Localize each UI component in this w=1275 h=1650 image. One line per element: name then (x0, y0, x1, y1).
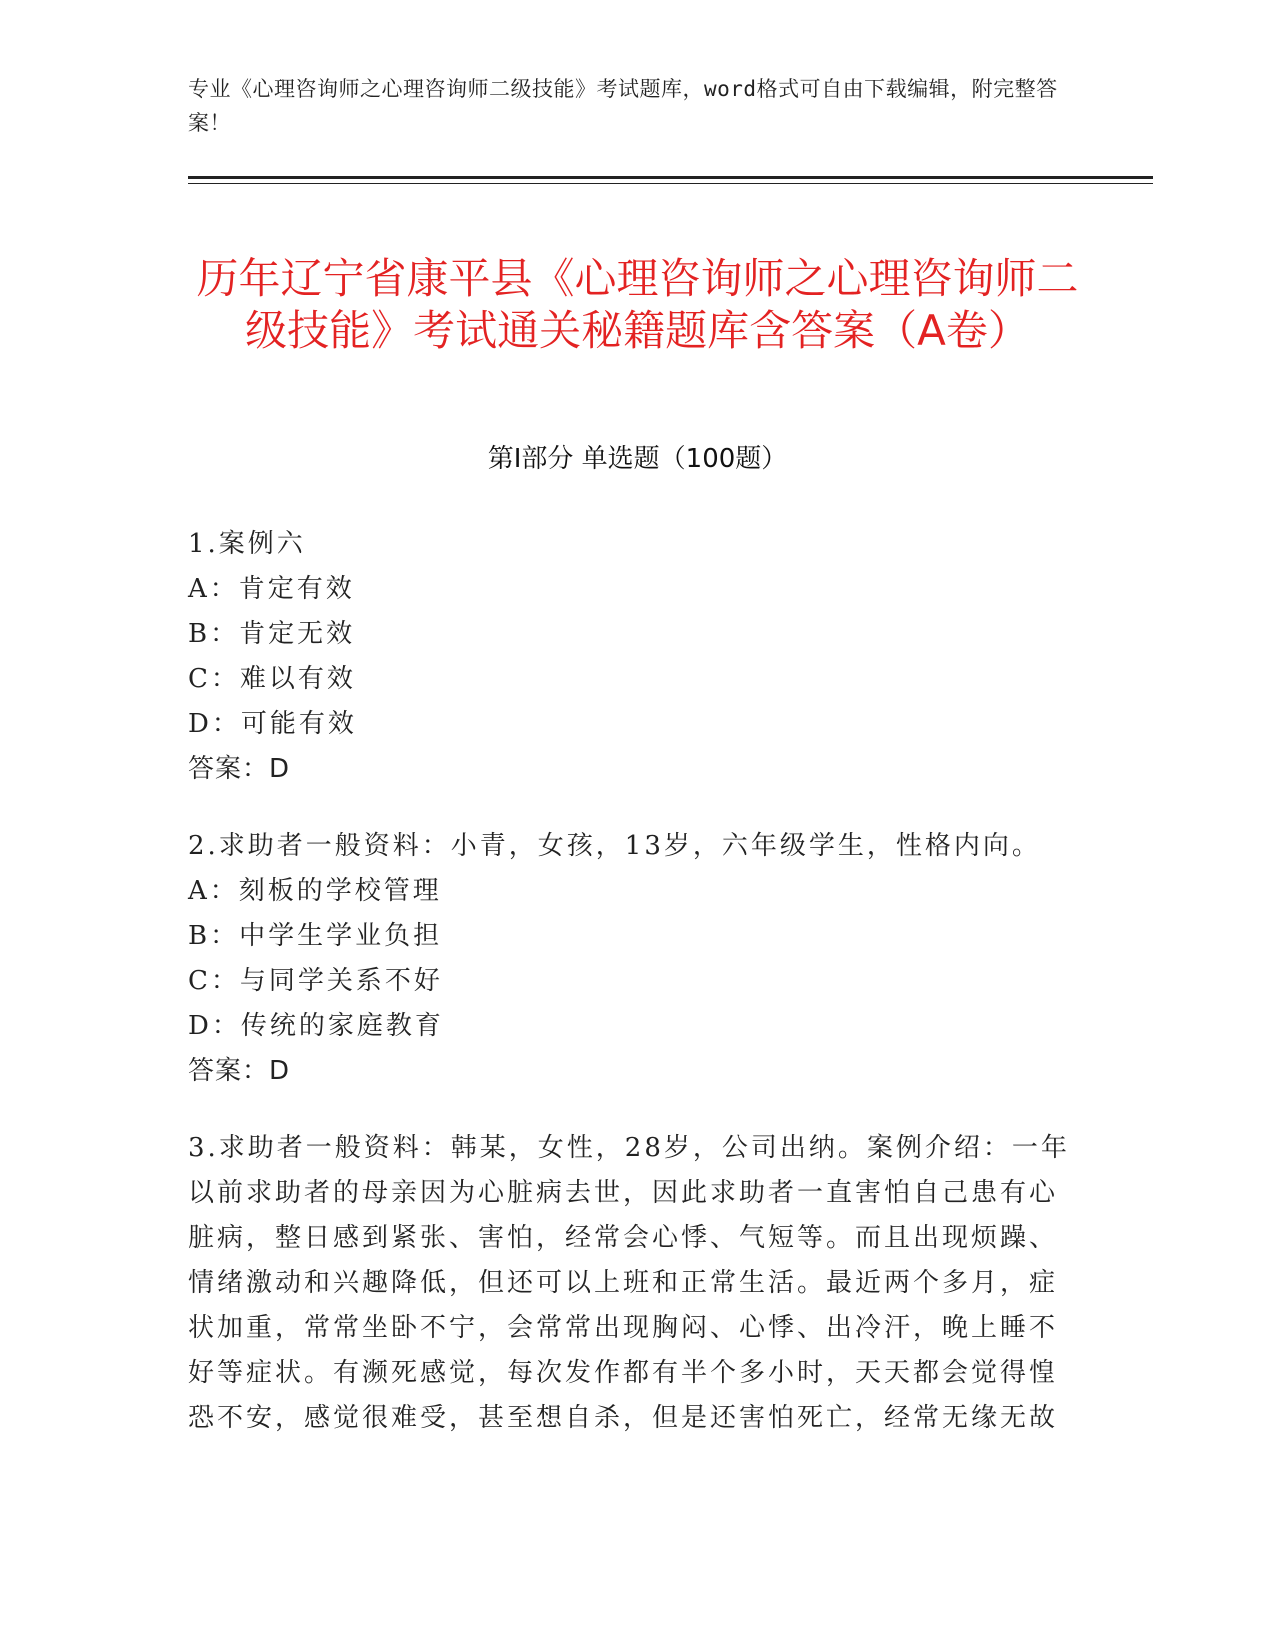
header-note: 专业《心理咨询师之心理咨询师二级技能》考试题库，word格式可自由下载编辑，附完整答案！ (188, 77, 1058, 135)
header-rule (188, 176, 1153, 179)
question-stem: 1.案例六 (188, 529, 306, 559)
option-d: D：可能有效 (188, 709, 357, 739)
document-title: 历年辽宁省康平县《心理咨询师之心理咨询师二级技能》考试通关秘籍题库含答案（A卷） (196, 254, 1079, 356)
option-b: B：肯定无效 (188, 619, 356, 649)
option-d: D：传统的家庭教育 (188, 1011, 444, 1041)
question-3 (188, 1126, 1078, 1441)
option-a: A：刻板的学校管理 (188, 876, 442, 906)
question-stem: 2.求助者一般资料：小青，女孩，13岁，六年级学生，性格内向。 (188, 831, 1041, 861)
option-c: C：难以有效 (188, 664, 356, 694)
question-1 (188, 522, 1078, 792)
option-c: C：与同学关系不好 (188, 966, 443, 996)
header-rule-thin (188, 183, 1153, 184)
section-heading: 第Ⅰ部分 单选题（100题） (487, 444, 788, 474)
option-a: A：肯定有效 (188, 574, 355, 604)
answer: 答案：D (188, 754, 291, 784)
question-list (188, 522, 1078, 1473)
question-stem: 3.求助者一般资料：韩某，女性，28岁，公司出纳。案例介绍：一年以前求助者的母亲因为心脏病去世，因此求助者一直害怕自己患有心脏病，整日感到紧张、害怕，经常会心悸、气短等。而且出现烦躁、情绪激动和兴趣降低，但还可以上班和正常生活。最近两个多月，症状加重，常常坐卧不宁，会常常出现胸闷、心悸、出冷汗，晚上睡不好等症状。有濒死感觉，每次发作都有半个多小时，天天都会觉得惶恐不安，感觉很难受，甚至想自杀，但是还害怕死亡，经常无缘无故 (188, 1133, 1070, 1433)
option-b: B：中学生学业负担 (188, 921, 443, 951)
question-2 (188, 824, 1078, 1094)
answer: 答案：D (188, 1056, 291, 1086)
